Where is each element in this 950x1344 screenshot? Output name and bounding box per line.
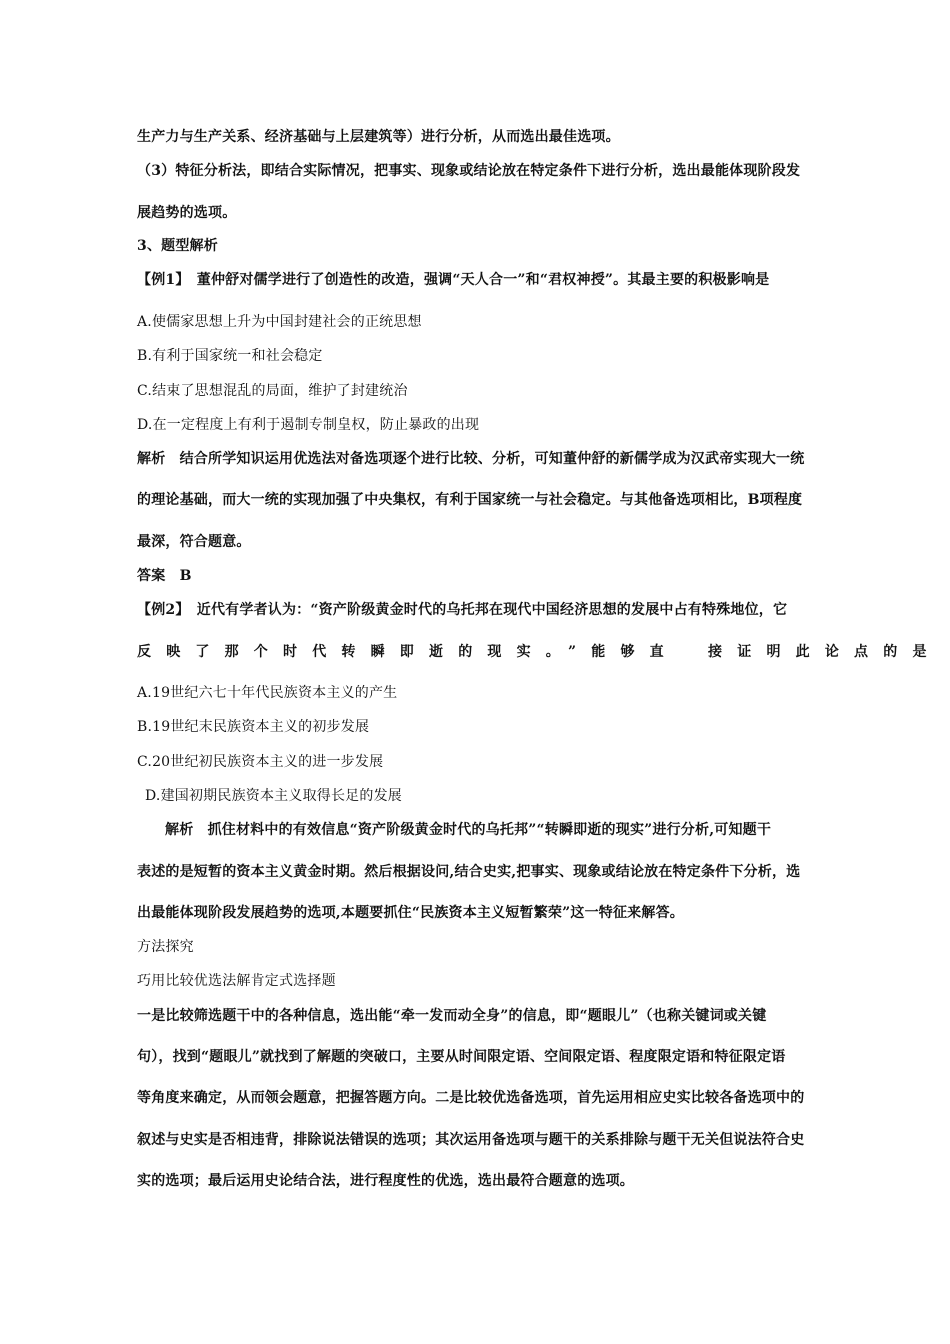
method-text: 叙述与史实是否相违背，排除说法错误的选项；其次运用备选项与题干的关系排除与题干无关但说法符合史: [137, 1132, 805, 1148]
method-text: 等角度来确定，从而领会题意，把握答题方向。二是比较优选备选项，首先运用相应史实比较各备选项中的: [137, 1090, 805, 1106]
text-line: 生产力与生产关系、经济基础与上层建筑等）进行分析，从而选出最佳选项。: [137, 129, 620, 145]
example-1-question: 【例1】 董仲舒对儒学进行了创造性的改造，强调“天人合一”和“君权神授”。其最主要的积极影响是: [137, 272, 770, 288]
method-text: 实的选项；最后运用史论结合法，进行程度性的优选，选出最符合题意的选项。: [137, 1173, 634, 1189]
example-2-question: 反映了那个时代转瞬即逝的现实。”能够直 接证明此论点的是: [137, 644, 942, 660]
subheading: 巧用比较优选法解肯定式选择题: [137, 973, 336, 989]
method-text: 一是比较筛选题干中的各种信息，选出能“牵一发而动全身”的信息，即“题眼儿”（也称关键词或关键: [137, 1008, 767, 1024]
option-c: C.结束了思想混乱的局面，维护了封建统治: [137, 383, 408, 399]
analysis-text: 解析 结合所学知识运用优选法对备选项逐个进行比较、分析，可知董仲舒的新儒学成为汉武帝实现大一统: [137, 451, 805, 467]
option-b: B.有利于国家统一和社会稳定: [137, 348, 323, 364]
option-a: A.19世纪六七十年代民族资本主义的产生: [137, 685, 398, 701]
text-line: （3）特征分析法，即结合实际情况，把事实、现象或结论放在特定条件下进行分析，选出最能体现阶段发: [137, 163, 801, 179]
option-b: B.19世纪末民族资本主义的初步发展: [137, 719, 370, 735]
option-d: D.建国初期民族资本主义取得长足的发展: [145, 788, 402, 804]
text-line: 展趋势的选项。: [137, 205, 237, 221]
option-a: A.使儒家思想上升为中国封建社会的正统思想: [137, 314, 422, 330]
option-d: D.在一定程度上有利于遏制专制皇权，防止暴政的出现: [137, 417, 480, 433]
section-heading: 方法探究: [137, 939, 194, 955]
analysis-text: 解析 抓住材料中的有效信息“资产阶级黄金时代的乌托邦”“转瞬即逝的现实”进行分析,可知题干: [165, 822, 772, 838]
option-c: C.20世纪初民族资本主义的进一步发展: [137, 754, 384, 770]
analysis-text: 出最能体现阶段发展趋势的选项,本题要抓住“民族资本主义短暂繁荣”这一特征来解答。: [137, 905, 684, 921]
method-text: 句），找到“题眼儿”就找到了解题的突破口，主要从时间限定语、空间限定语、程度限定语和特征限定语: [137, 1049, 786, 1065]
analysis-text: 表述的是短暂的资本主义黄金时期。然后根据设问,结合史实,把事实、现象或结论放在特定条件下分析，选: [137, 864, 801, 880]
example-2-question: 【例2】 近代有学者认为：“资产阶级黄金时代的乌托邦在现代中国经济思想的发展中占有特殊地位，它: [137, 602, 788, 618]
answer-line: 答案 B: [137, 568, 192, 584]
analysis-text: 的理论基础，而大一统的实现加强了中央集权，有利于国家统一与社会稳定。与其他备选项相比，B项程度: [137, 492, 803, 508]
analysis-text: 最深，符合题意。: [137, 534, 251, 550]
section-heading: 3、题型解析: [137, 238, 218, 254]
